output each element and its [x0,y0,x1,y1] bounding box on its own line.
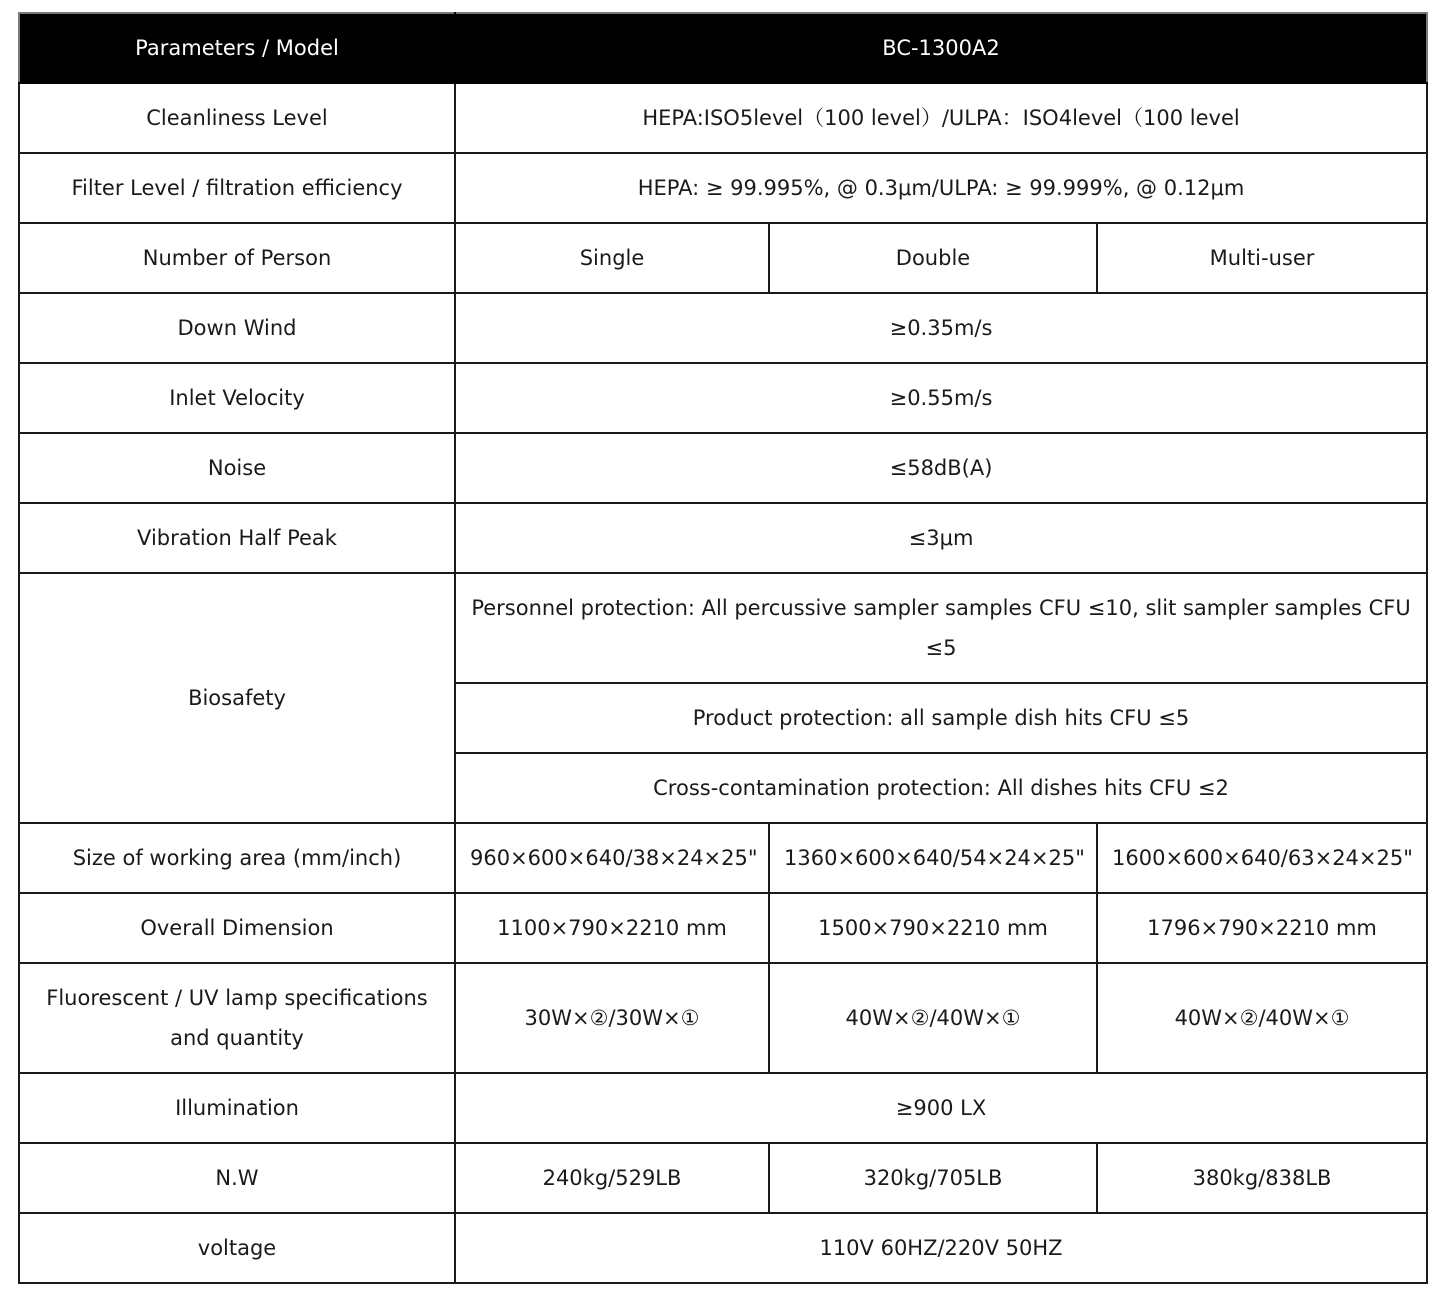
param-label: Vibration Half Peak [19,503,455,573]
param-value: ≥0.55m/s [455,363,1427,433]
param-value: ≥0.35m/s [455,293,1427,363]
param-value-single: 960×600×640/38×24×25" [455,823,769,893]
table-row-inlet-velocity [19,363,1427,433]
table-row-voltage [19,1213,1427,1283]
param-label: Number of Person [19,223,455,293]
param-value-single: 1100×790×2210 mm [455,893,769,963]
spec-table [18,12,1428,1284]
param-value: ≥900 LX [455,1073,1427,1143]
param-value-double: Double [769,223,1097,293]
param-label: Noise [19,433,455,503]
table-row-persons [19,223,1427,293]
param-label: Illumination [19,1073,455,1143]
header-param-label: Parameters / Model [19,13,455,83]
param-label: Cleanliness Level [19,83,455,153]
param-value: 110V 60HZ/220V 50HZ [455,1213,1427,1283]
header-row [19,13,1427,83]
param-label: Size of working area (mm/inch) [19,823,455,893]
param-value-personnel: Personnel protection: All percussive sampler samples CFU ≤10, slit sampler samples CFU ≤5 [455,573,1427,683]
table-row-illumination [19,1073,1427,1143]
param-value-multi: Multi-user [1097,223,1427,293]
param-value: ≤3μm [455,503,1427,573]
param-value: HEPA: ≥ 99.995%, @ 0.3μm/ULPA: ≥ 99.999%, @ 0.12μm [455,153,1427,223]
param-value-cross: Cross-contamination protection: All dishes hits CFU ≤2 [455,753,1427,823]
param-value-double: 40W×②/40W×① [769,963,1097,1073]
table-row-biosafety-personnel [19,573,1427,683]
param-value-single: 240kg/529LB [455,1143,769,1213]
param-value-double: 1500×790×2210 mm [769,893,1097,963]
table-row-working-area [19,823,1427,893]
table-row-overall-dimension [19,893,1427,963]
table-row-nw [19,1143,1427,1213]
param-value: ≤58dB(A) [455,433,1427,503]
param-label: Biosafety [19,573,455,823]
param-label: Overall Dimension [19,893,455,963]
table-row-cleanliness [19,83,1427,153]
table-row-noise [19,433,1427,503]
param-label: Down Wind [19,293,455,363]
param-value-multi: 1796×790×2210 mm [1097,893,1427,963]
param-label: Filter Level / filtration efficiency [19,153,455,223]
param-value: HEPA:ISO5level（100 level）/ULPA：ISO4level（100 level [455,83,1427,153]
param-value-double: 320kg/705LB [769,1143,1097,1213]
table-row-filter [19,153,1427,223]
param-label: voltage [19,1213,455,1283]
param-value-single: Single [455,223,769,293]
param-label: Fluorescent / UV lamp specifications and quantity [19,963,455,1073]
table-row-vibration [19,503,1427,573]
param-value-multi: 40W×②/40W×① [1097,963,1427,1073]
table-row-down-wind [19,293,1427,363]
param-value-product: Product protection: all sample dish hits CFU ≤5 [455,683,1427,753]
param-label: Inlet Velocity [19,363,455,433]
param-value-multi: 1600×600×640/63×24×25" [1097,823,1427,893]
param-value-double: 1360×600×640/54×24×25" [769,823,1097,893]
param-label: N.W [19,1143,455,1213]
param-value-multi: 380kg/838LB [1097,1143,1427,1213]
table-row-lamp [19,963,1427,1073]
param-value-single: 30W×②/30W×① [455,963,769,1073]
header-model: BC-1300A2 [455,13,1427,83]
